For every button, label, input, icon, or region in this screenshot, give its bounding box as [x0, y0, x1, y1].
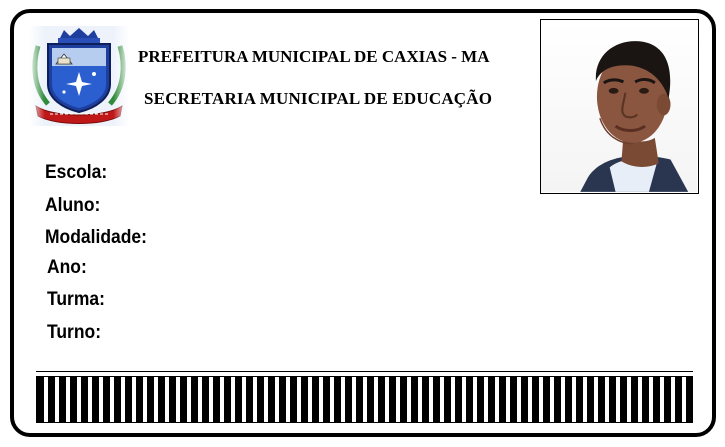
- municipal-coat-of-arms: [30, 26, 128, 126]
- municipality-title: PREFEITURA MUNICIPAL DE CAXIAS - MA: [138, 47, 490, 66]
- department-title: SECRETARIA MUNICIPAL DE EDUCAÇÃO: [144, 89, 493, 108]
- field-label-class: Turma:: [47, 289, 105, 310]
- field-label-year: Ano:: [47, 257, 87, 278]
- field-label-modality: Modalidade:: [45, 227, 147, 248]
- barcode: [36, 376, 693, 423]
- field-label-student: Aluno:: [45, 195, 101, 216]
- field-label-shift: Turno:: [47, 322, 102, 343]
- student-portrait-image: [541, 20, 697, 192]
- field-label-school: Escola:: [45, 162, 108, 183]
- student-photo: [540, 19, 699, 194]
- barcode-top-rule: [36, 371, 693, 372]
